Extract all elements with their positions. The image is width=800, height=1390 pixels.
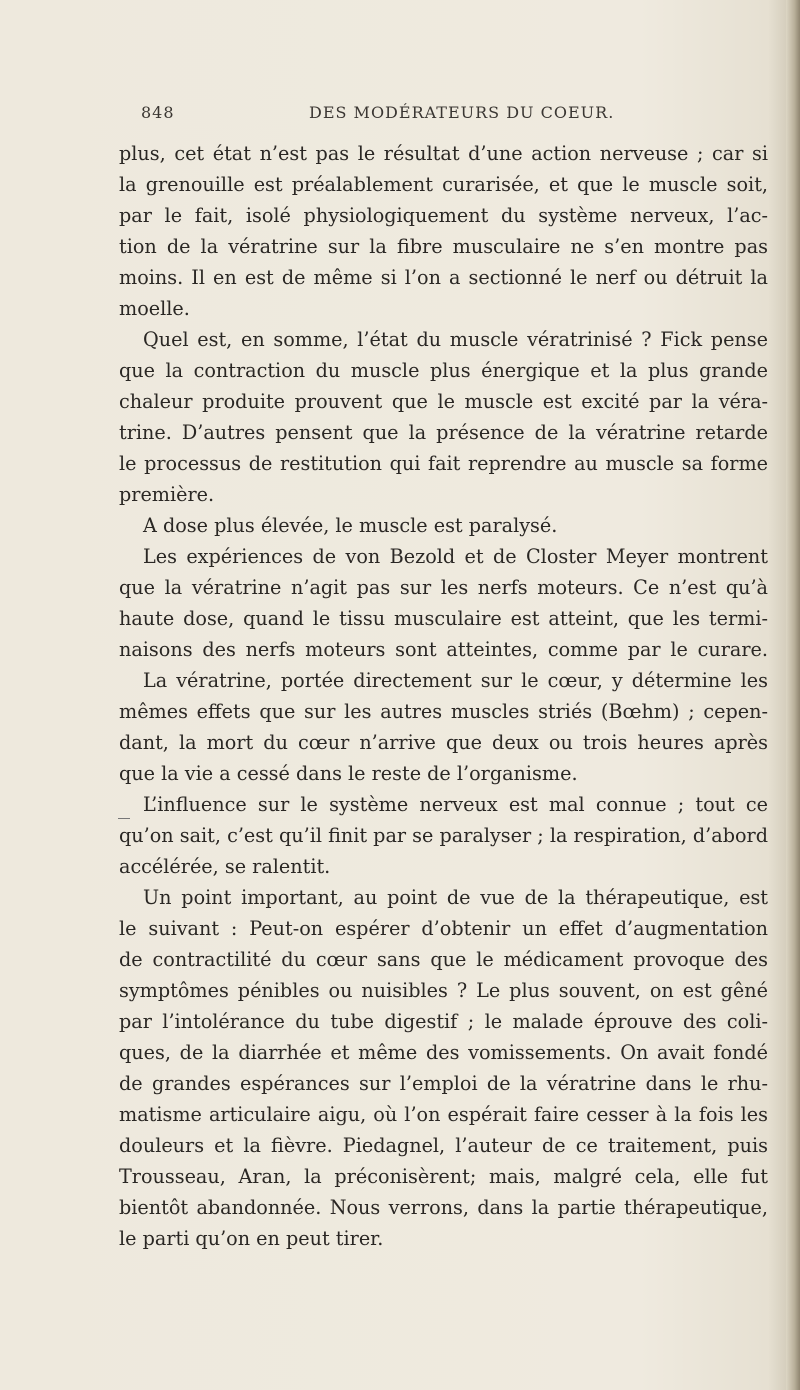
text-line: que la contraction du muscle plus énergique et la plus grande bbox=[119, 359, 768, 382]
page-header bbox=[141, 103, 661, 127]
text-line: la grenouille est préalablement curarisée, et que le muscle soit, bbox=[119, 173, 768, 196]
text-line: par le fait, isolé physiologiquement du système nerveux, l’ac- bbox=[119, 204, 768, 227]
text-line: douleurs et la fièvre. Piedagnel, l’auteur de ce traitement, puis bbox=[119, 1134, 768, 1157]
text-line: que la vie a cessé dans le reste de l’organisme. bbox=[119, 762, 578, 785]
text-line: tion de la vératrine sur la fibre musculaire ne s’en montre pas bbox=[119, 235, 768, 258]
text-line: de grandes espérances sur l’emploi de la vératrine dans le rhu- bbox=[119, 1072, 768, 1095]
running-title: DES MODÉRATEURS DU COEUR. bbox=[309, 103, 615, 122]
text-line: que la vératrine n’agit pas sur les nerfs moteurs. Ce n’est qu’à bbox=[119, 576, 768, 599]
text-line: dant, la mort du cœur n’arrive que deux ou trois heures après bbox=[119, 731, 768, 754]
text-line: A dose plus élevée, le muscle est paralysé. bbox=[143, 514, 558, 537]
text-line: bientôt abandonnée. Nous verrons, dans la partie thérapeutique, bbox=[119, 1196, 768, 1219]
text-line: moins. Il en est de même si l’on a sectionné le nerf ou détruit la bbox=[119, 266, 768, 289]
page-number: 848 bbox=[141, 103, 175, 122]
text-line: plus, cet état n’est pas le résultat d’une action nerveuse ; car si bbox=[119, 142, 768, 165]
text-line: ques, de la diarrhée et même des vomissements. On avait fondé bbox=[119, 1041, 768, 1064]
text-line: symptômes pénibles ou nuisibles ? Le plus souvent, on est gêné bbox=[119, 979, 768, 1002]
text-line: accélérée, se ralentit. bbox=[119, 855, 331, 878]
text-line: mêmes effets que sur les autres muscles striés (Bœhm) ; cepen- bbox=[119, 700, 768, 723]
text-line: Un point important, au point de vue de la thérapeutique, est bbox=[143, 886, 768, 909]
text-line: de contractilité du cœur sans que le médicament provoque des bbox=[119, 948, 768, 971]
text-line: première. bbox=[119, 483, 215, 506]
body-text bbox=[119, 138, 768, 1254]
text-line: matisme articulaire aigu, où l’on espérait faire cesser à la fois les bbox=[119, 1103, 768, 1126]
text-line: L’influence sur le système nerveux est mal connue ; tout ce bbox=[143, 793, 768, 816]
page-edge-shadow bbox=[786, 0, 800, 1390]
text-line: le processus de restitution qui fait reprendre au muscle sa forme bbox=[119, 452, 768, 475]
text-line: haute dose, quand le tissu musculaire est atteint, que les termi- bbox=[119, 607, 768, 630]
text-line: Trousseau, Aran, la préconisèrent; mais, malgré cela, elle fut bbox=[119, 1165, 768, 1188]
text-line: Les expériences de von Bezold et de Closter Meyer montrent bbox=[143, 545, 768, 568]
text-line: par l’intolérance du tube digestif ; le malade éprouve des coli- bbox=[119, 1010, 768, 1033]
text-line: chaleur produite prouvent que le muscle est excité par la véra- bbox=[119, 390, 768, 413]
text-line: trine. D’autres pensent que la présence de la vératrine retarde bbox=[119, 421, 768, 444]
text-line: La vératrine, portée directement sur le cœur, y détermine les bbox=[143, 669, 768, 692]
text-line: le suivant : Peut-on espérer d’obtenir un effet d’augmentation bbox=[119, 917, 768, 940]
text-line: moelle. bbox=[119, 297, 190, 320]
text-line: naisons des nerfs moteurs sont atteintes, comme par le curare. bbox=[119, 638, 768, 661]
text-line: qu’on sait, c’est qu’il finit par se paralyser ; la respiration, d’abord bbox=[119, 824, 768, 847]
text-line: le parti qu’on en peut tirer. bbox=[119, 1227, 384, 1250]
text-line: Quel est, en somme, l’état du muscle vératrinisé ? Fick pense bbox=[143, 328, 768, 351]
